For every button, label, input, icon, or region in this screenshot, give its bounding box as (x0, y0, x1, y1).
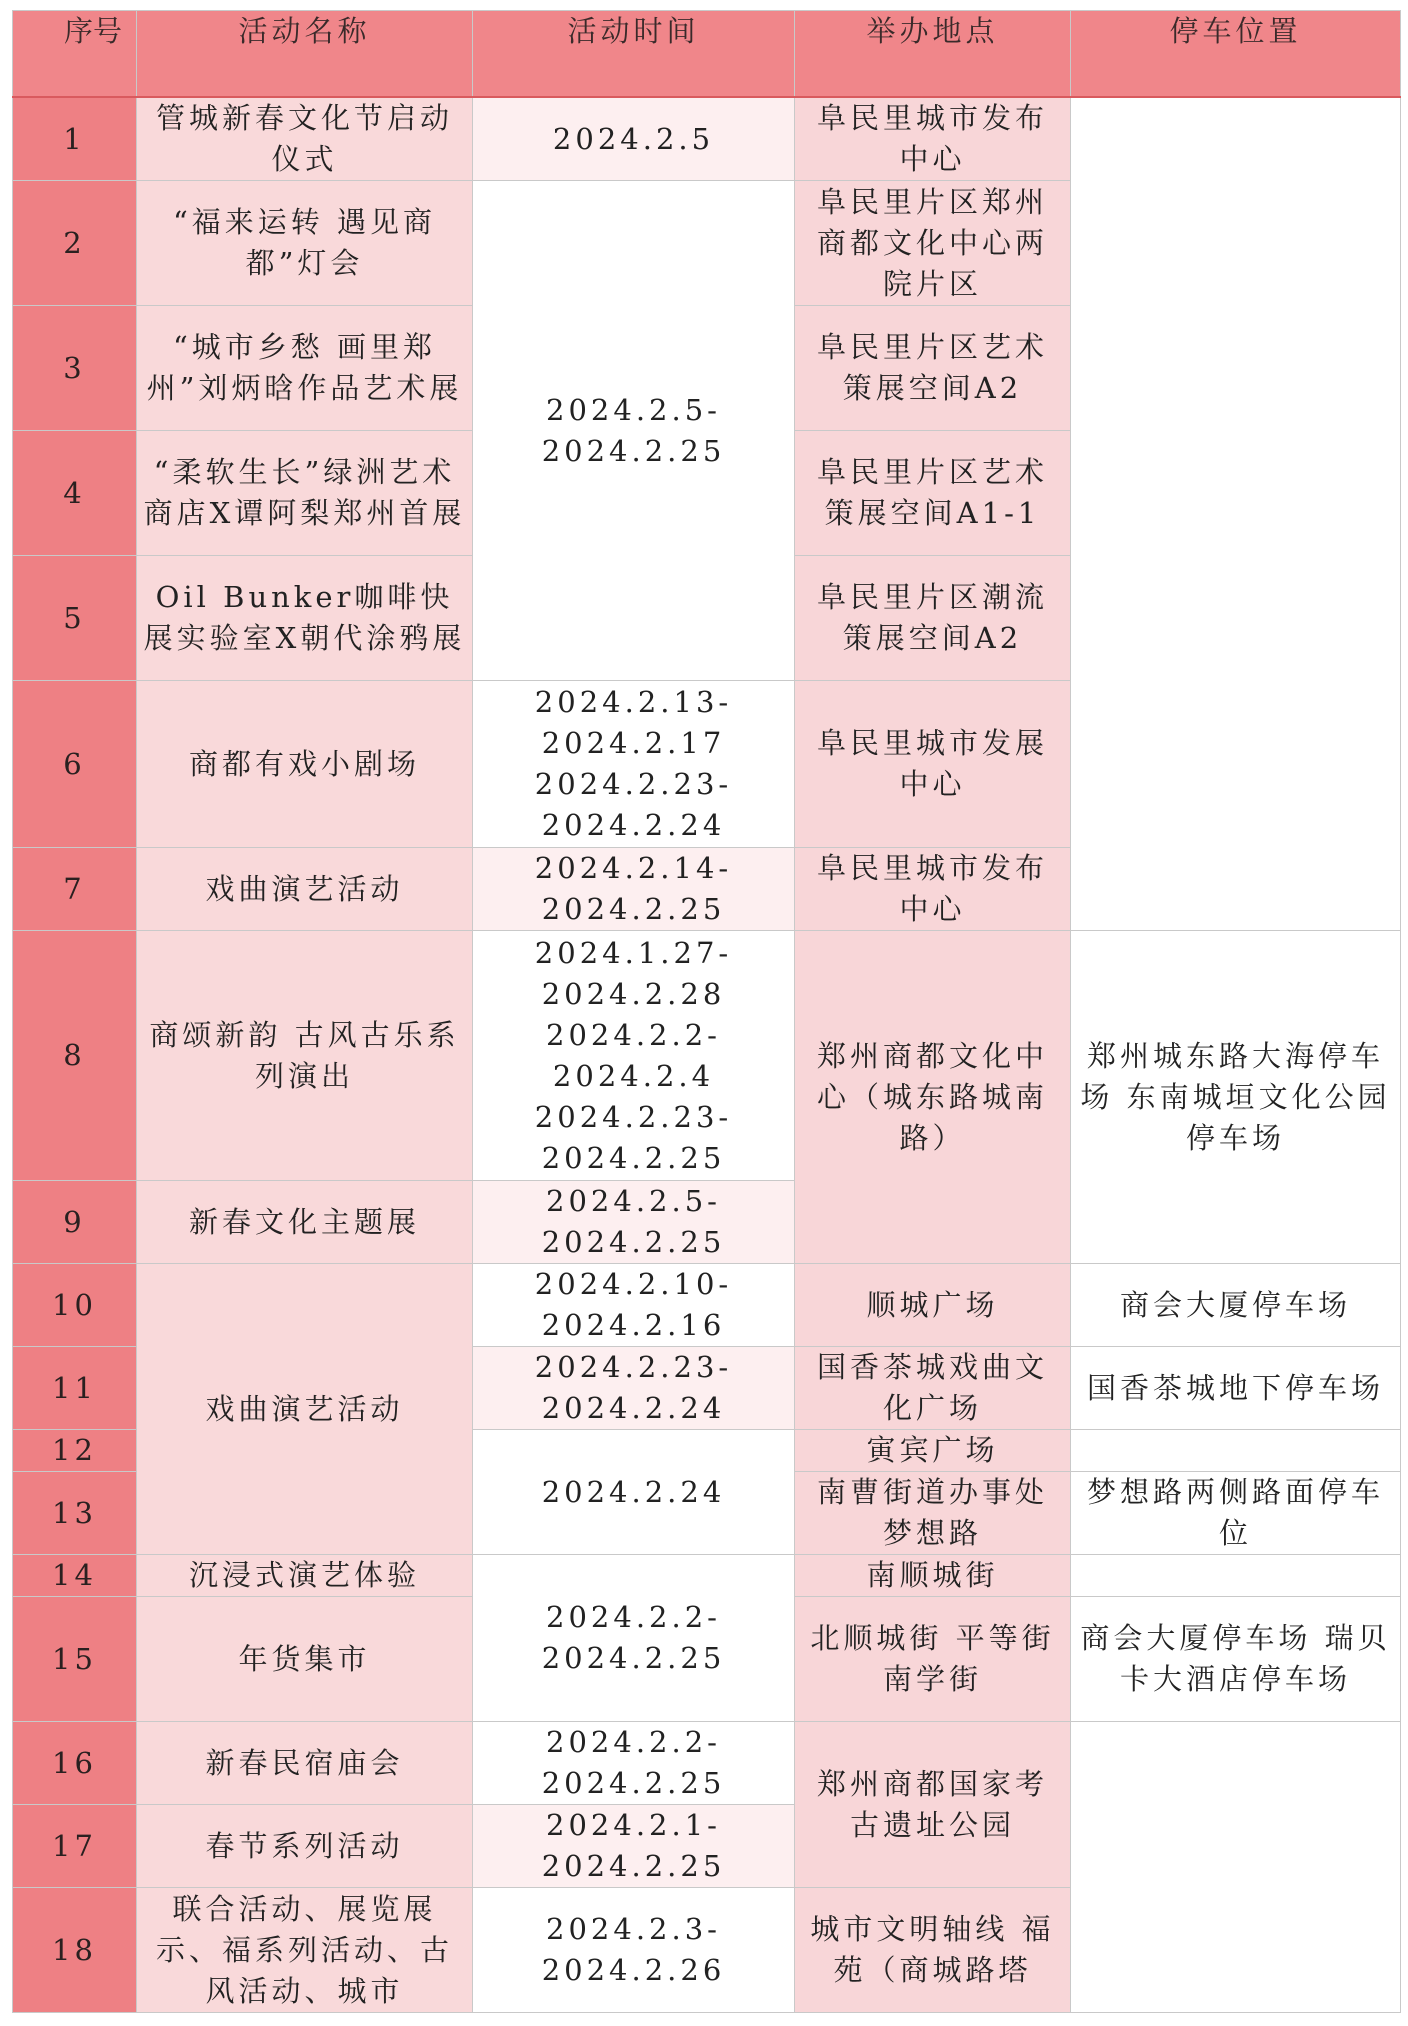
activity-time: 2024.2.24 (473, 1430, 795, 1555)
activity-time: 2024.2.10-2024.2.16 (473, 1264, 795, 1347)
row-number: 3 (13, 306, 137, 431)
activity-time: 2024.2.23-2024.2.24 (473, 1347, 795, 1430)
parking-cell: 商会大厦停车场 瑞贝卡大酒店停车场 (1071, 1597, 1401, 1722)
activity-time: 2024.2.2-2024.2.25 (473, 1722, 795, 1805)
row-number: 13 (13, 1472, 137, 1555)
header-name: 活动名称 (137, 11, 473, 98)
activity-time: 2024.1.27-2024.2.28 2024.2.2-2024.2.4 2024.2.23-2024.2.25 (473, 931, 795, 1181)
header-row (13, 11, 1401, 98)
row-number: 8 (13, 931, 137, 1181)
activity-name: 戏曲演艺活动 (137, 1264, 473, 1555)
table-row (13, 1264, 1401, 1347)
activity-time: 2024.2.13-2024.2.17 2024.2.23-2024.2.24 (473, 681, 795, 848)
row-number: 5 (13, 556, 137, 681)
row-number: 9 (13, 1181, 137, 1264)
row-number: 17 (13, 1805, 137, 1888)
activity-place: 南曹街道办事处梦想路 (795, 1472, 1071, 1555)
activity-name: 管城新春文化节启动仪式 (137, 97, 473, 181)
activity-name: Oil Bunker咖啡快展实验室X朝代涂鸦展 (137, 556, 473, 681)
activity-name: “福来运转 遇见商都”灯会 (137, 181, 473, 306)
header-no: 序号 (13, 11, 137, 98)
parking-cell (1071, 1555, 1401, 1597)
activity-place: 阜民里城市发布中心 (795, 848, 1071, 931)
activity-place: 北顺城街 平等街 南学街 (795, 1597, 1071, 1722)
activity-place: 国香茶城戏曲文化广场 (795, 1347, 1071, 1430)
activity-place: 郑州商都国家考古遗址公园 (795, 1722, 1071, 1888)
row-number: 2 (13, 181, 137, 306)
activity-name: 新春民宿庙会 (137, 1722, 473, 1805)
row-number: 7 (13, 848, 137, 931)
parking-cell: 商会大厦停车场 (1071, 1264, 1401, 1347)
parking-cell: 郑州城东路大海停车场 东南城垣文化公园停车场 (1071, 931, 1401, 1264)
row-number: 10 (13, 1264, 137, 1347)
header-time: 活动时间 (473, 11, 795, 98)
activity-time: 2024.2.5 (473, 97, 795, 181)
table-row (13, 931, 1401, 1181)
activity-name: 商颂新韵 古风古乐系列演出 (137, 931, 473, 1181)
header-parking: 停车位置 (1071, 11, 1401, 98)
row-number: 16 (13, 1722, 137, 1805)
row-number: 11 (13, 1347, 137, 1430)
activity-place: 顺城广场 (795, 1264, 1071, 1347)
activity-place: 郑州商都文化中心（城东路城南路） (795, 931, 1071, 1264)
parking-cell: 梦想路两侧路面停车位 (1071, 1472, 1401, 1555)
activity-name: 新春文化主题展 (137, 1181, 473, 1264)
activity-place: 城市文明轴线 福苑（商城路塔 (795, 1888, 1071, 2013)
activity-name: 商都有戏小剧场 (137, 681, 473, 848)
parking-cell (1071, 1430, 1401, 1472)
activity-time: 2024.2.1-2024.2.25 (473, 1805, 795, 1888)
activity-name: 联合活动、展览展示、福系列活动、古风活动、城市 (137, 1888, 473, 2013)
row-number: 4 (13, 431, 137, 556)
activity-name: “柔软生长”绿洲艺术商店X谭阿梨郑州首展 (137, 431, 473, 556)
activity-time: 2024.2.5-2024.2.25 (473, 1181, 795, 1264)
activity-name: 年货集市 (137, 1597, 473, 1722)
parking-cell (1071, 1722, 1401, 2013)
activity-place: 阜民里城市发布中心 (795, 97, 1071, 181)
row-number: 1 (13, 97, 137, 181)
parking-cell: 国香茶城地下停车场 (1071, 1347, 1401, 1430)
activity-place: 阜民里片区潮流策展空间A2 (795, 556, 1071, 681)
row-number: 15 (13, 1597, 137, 1722)
row-number: 18 (13, 1888, 137, 2013)
row-number: 12 (13, 1430, 137, 1472)
activity-name: 春节系列活动 (137, 1805, 473, 1888)
row-number: 14 (13, 1555, 137, 1597)
activity-name: 戏曲演艺活动 (137, 848, 473, 931)
activity-time: 2024.2.3-2024.2.26 (473, 1888, 795, 2013)
activity-place: 寅宾广场 (795, 1430, 1071, 1472)
activity-place: 阜民里片区郑州商都文化中心两院片区 (795, 181, 1071, 306)
header-place: 举办地点 (795, 11, 1071, 98)
table-row (13, 1555, 1401, 1597)
activity-time: 2024.2.14-2024.2.25 (473, 848, 795, 931)
activity-name: “城市乡愁 画里郑州”刘炳晗作品艺术展 (137, 306, 473, 431)
row-number: 6 (13, 681, 137, 848)
parking-cell (1071, 97, 1401, 931)
table-row (13, 97, 1401, 181)
activity-name: 沉浸式演艺体验 (137, 1555, 473, 1597)
activity-place: 阜民里片区艺术策展空间A2 (795, 306, 1071, 431)
events-table (12, 10, 1401, 2013)
activity-time: 2024.2.2-2024.2.25 (473, 1555, 795, 1722)
activity-place: 阜民里片区艺术策展空间A1-1 (795, 431, 1071, 556)
table-row (13, 1722, 1401, 1805)
activity-place: 阜民里城市发展中心 (795, 681, 1071, 848)
activity-place: 南顺城街 (795, 1555, 1071, 1597)
activity-time: 2024.2.5-2024.2.25 (473, 181, 795, 681)
